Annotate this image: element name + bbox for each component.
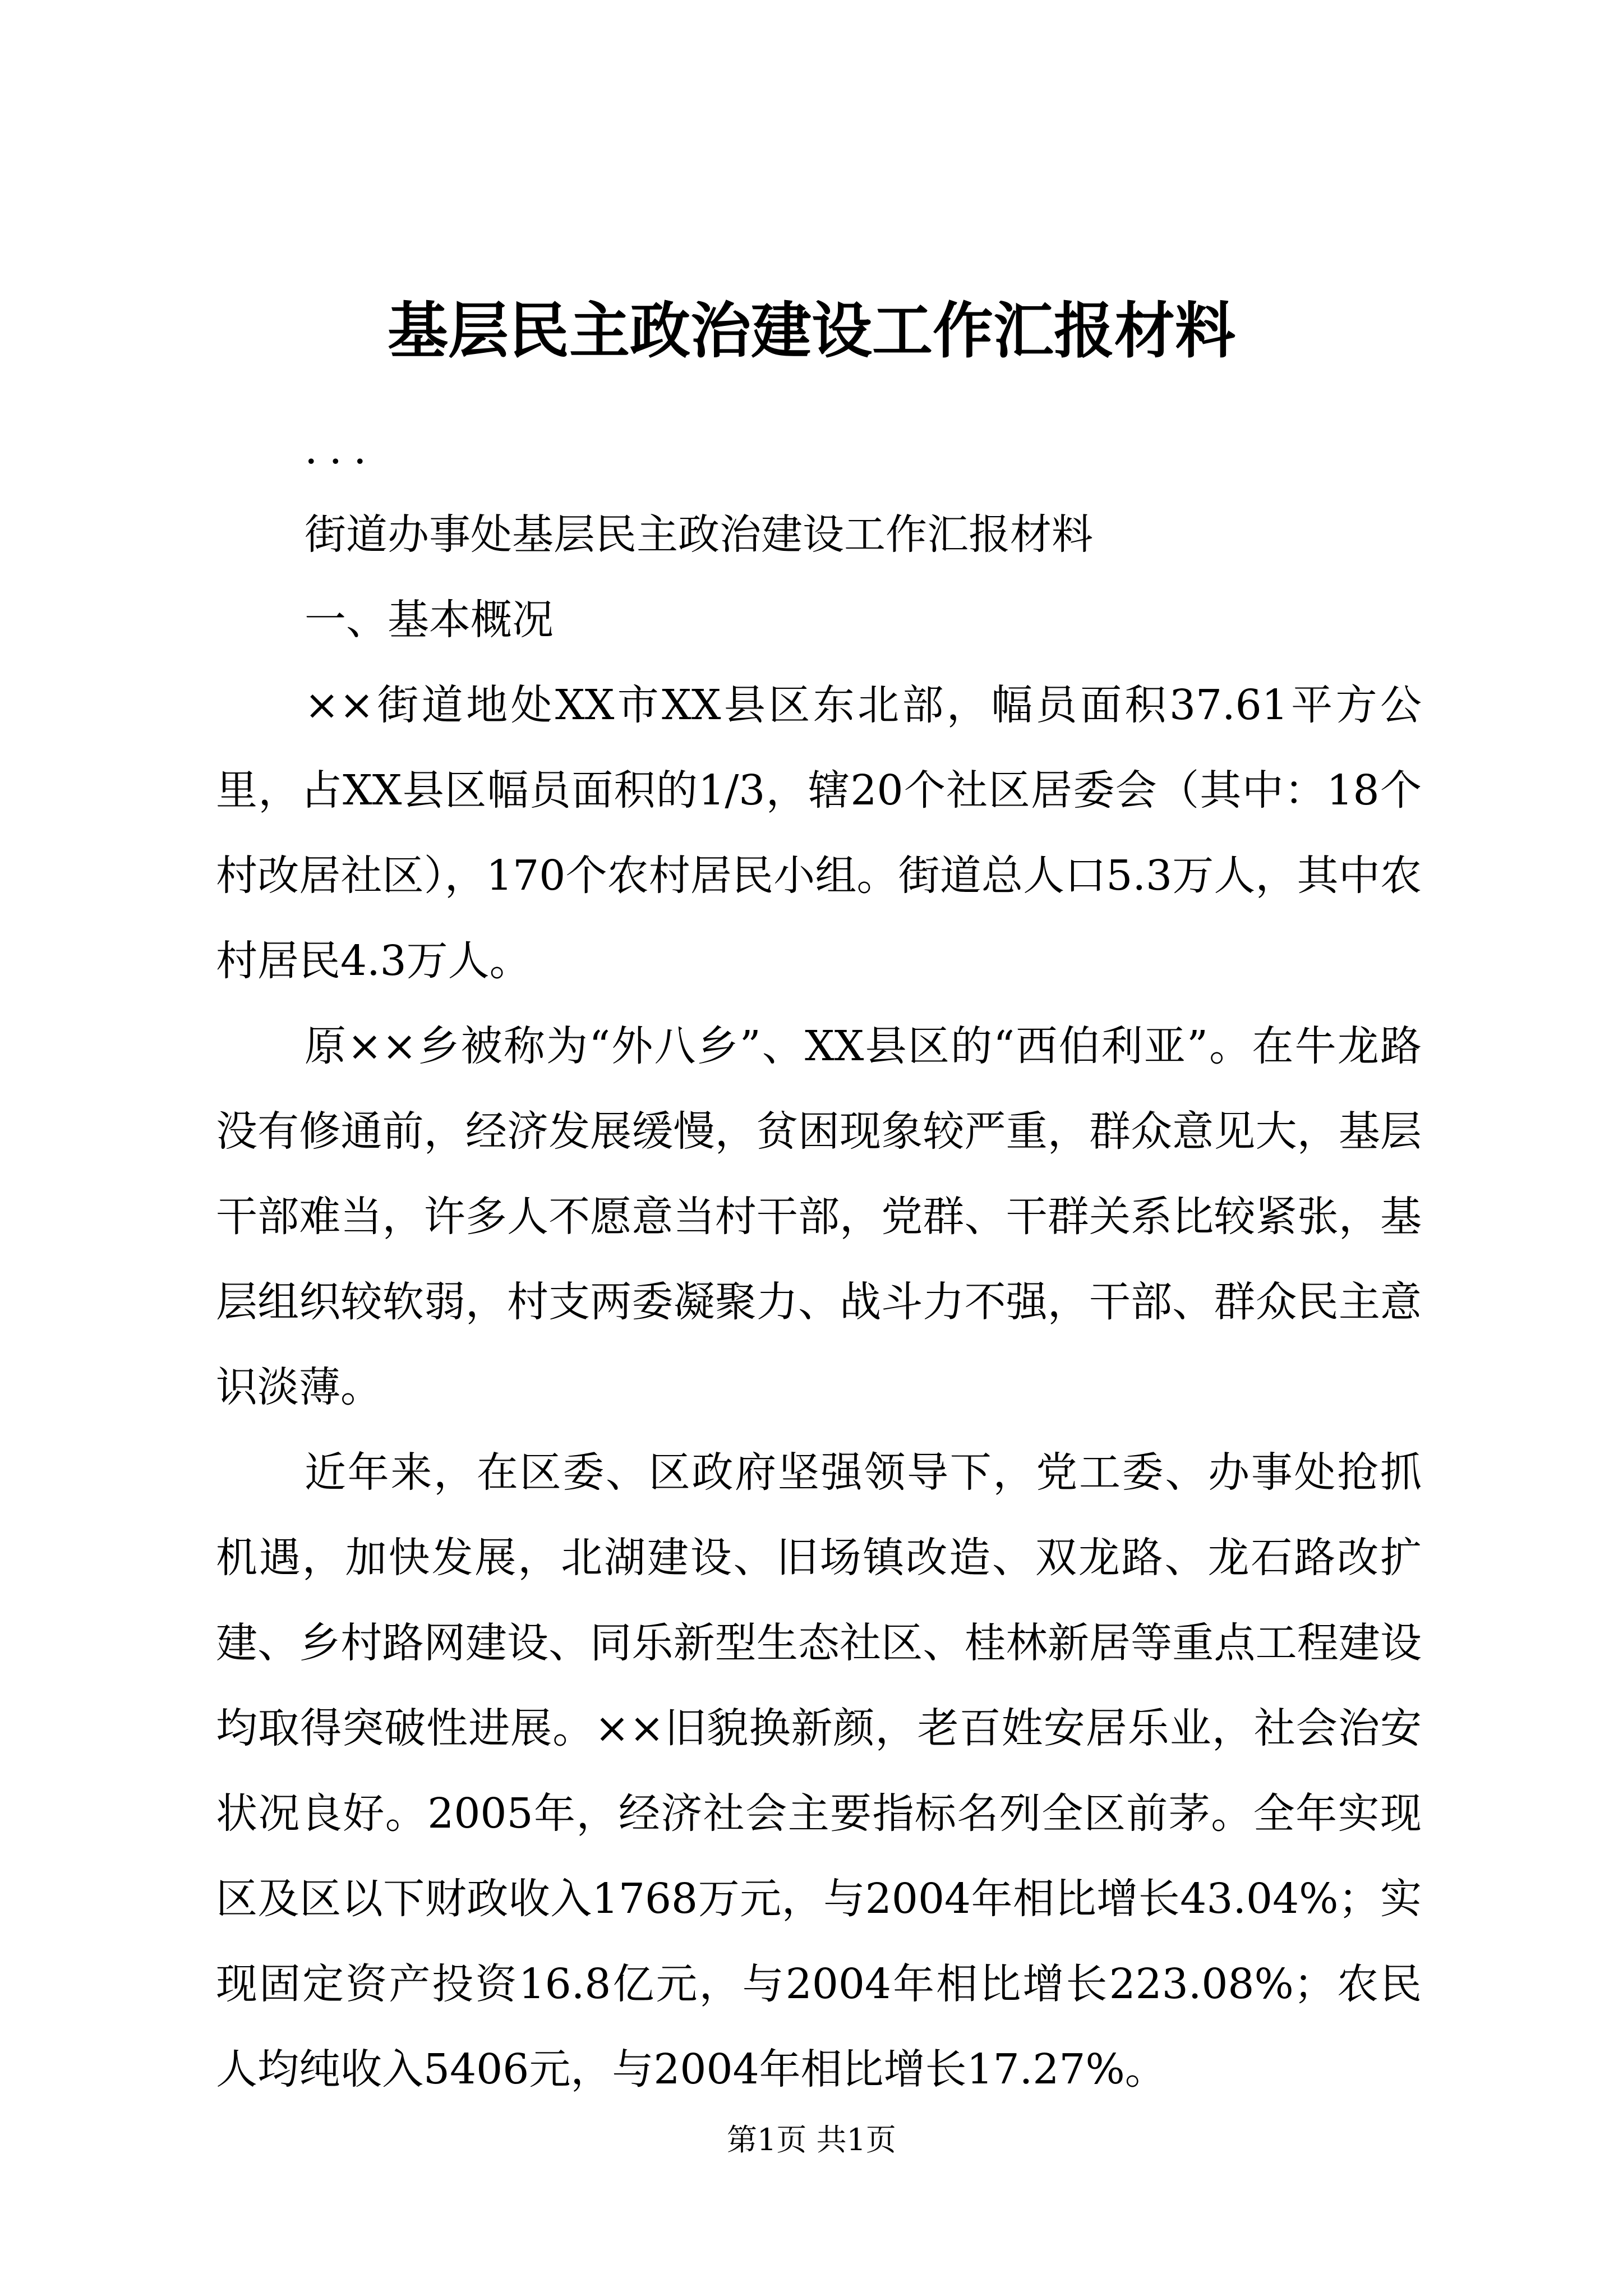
paragraph: ××街道地处XX市XX县区东北部，幅员面积37.61平方公里，占XX县区幅员面积的1/3，辖20个社区居委会（其中：18个村改居社区），170个农村居民小组。街道总人口5.3万人，其中农村居民4.3万人。 [216, 681, 1422, 985]
document-title: 基层民主政治建设工作汇报材料 [387, 296, 1235, 366]
section-heading: 一、基本概况 [305, 596, 554, 644]
paragraph-subtitle: 街道办事处基层民主政治建设工作汇报材料 [305, 510, 1093, 559]
paragraph: 近年来，在区委、区政府坚强领导下，党工委、办事处抢抓机遇，加快发展，北湖建设、旧场镇改造、双龙路、龙石路改扩建、乡村路网建设、同乐新型生态社区、桂林新居等重点工程建设均取得突破性进展。××旧貌换新颜，老百姓安居乐业，社会治安状况良好。2005年，经济社会主要指标名列全区前茅。全年实现区及区以下财政收入1768万元，与2004年相比增长43.04%；实现固定资产投资16.8亿元，与2004年相比增长223.08%；农民人均纯收入5406元，与2004年相比增长17.27%。 [216, 1448, 1422, 2093]
page-footer: 第1页 共1页 [727, 2122, 896, 2157]
paragraph-ellipsis: ... [305, 425, 378, 473]
paragraph: 原××乡被称为“外八乡”、XX县区的“西伯利亚”。在牛龙路没有修通前，经济发展缓慢，贫困现象较严重，群众意见大，基层干部难当，许多人不愿意当村干部，党群、干群关系比较紧张，基层组织较软弱，村支两委凝聚力、战斗力不强，干部、群众民主意识淡薄。 [216, 1022, 1422, 1411]
document-body [216, 407, 1422, 2112]
